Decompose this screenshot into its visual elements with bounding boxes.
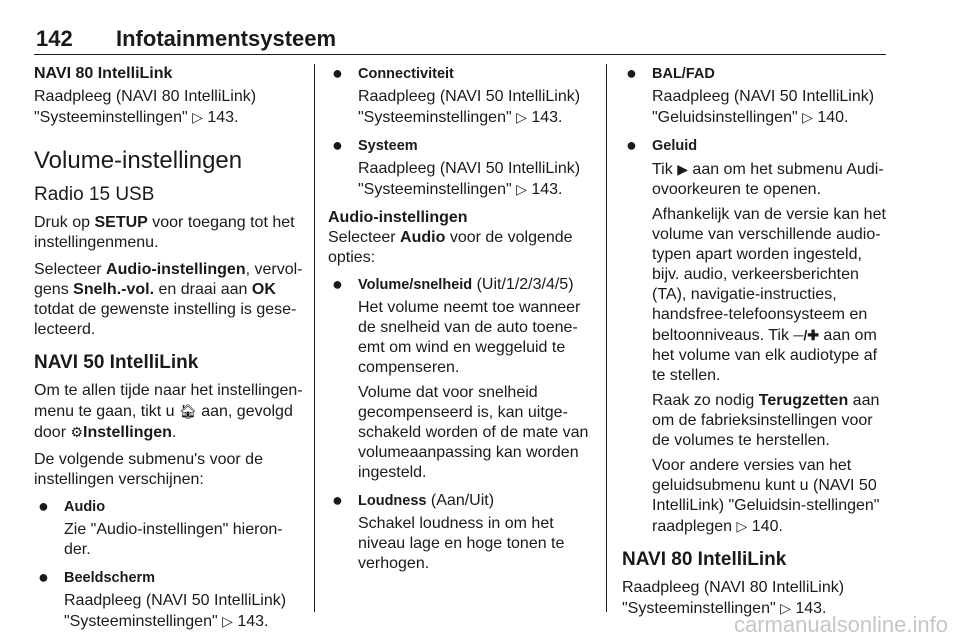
- page-ref-arrow-icon: ▷: [780, 600, 791, 616]
- minus-plus-icon: ─/✚: [793, 327, 819, 343]
- page-ref: 143.: [207, 109, 239, 126]
- bullet-list: [328, 275, 596, 574]
- bullet-list: [34, 497, 306, 632]
- list-item: ● Connectiviteit Raadpleeg (NAVI 50 IntelliLink) "Systeeminstellingen" ▷ 143.: [332, 63, 581, 126]
- section-heading-volume: Volume-instellingen: [34, 147, 243, 174]
- bullet-icon: ●: [626, 135, 637, 155]
- page-ref-arrow-icon: ▷: [802, 109, 813, 125]
- section-heading-audio: Audio-instellingen: [328, 209, 468, 226]
- paragraph: Om te allen tijde naar het instellingen-menu te gaan, tikt u 🏠︎ aan, gevolgd door ⚙Instellingen.: [34, 382, 303, 441]
- section-heading-navi80: NAVI 80 IntelliLink: [34, 65, 173, 82]
- page-title: Infotainmentsysteem: [116, 26, 337, 51]
- bullet-icon: ●: [38, 567, 49, 587]
- page-ref-arrow-icon: ▷: [222, 613, 233, 629]
- watermark: carmanualsonline.info: [733, 612, 948, 637]
- list-item: ● Systeem Raadpleeg (NAVI 50 IntelliLink) "Systeeminstellingen" ▷ 143.: [332, 135, 581, 198]
- gear-icon: ⚙: [70, 424, 84, 440]
- bullet-list: [622, 64, 890, 537]
- play-arrow-icon: ▶: [677, 161, 688, 177]
- section-heading-navi80: NAVI 80 IntelliLink: [622, 549, 787, 570]
- list-item: ● Volume/snelheid (Uit/1/2/3/4/5) Het volume neemt toe wanneer de snelheid van de auto toene-emt om wind en weggeluid te compenseren. Volume dat voor snelheid gecompenseerd is, kan uitge-schakeld worden of de mate van volumeaanpassing kan worden ingesteld.: [332, 274, 589, 481]
- column-divider: [606, 64, 607, 612]
- paragraph: Raadpleeg (NAVI 80 IntelliLink) "Systeeminstellingen" ▷ 143.: [34, 88, 257, 126]
- paragraph: Druk op SETUP voor toegang tot het instellingenmenu.: [34, 214, 295, 251]
- page-number: 142: [36, 26, 73, 51]
- section-heading-navi50: NAVI 50 IntelliLink: [34, 352, 199, 373]
- page-ref-arrow-icon: ▷: [516, 181, 527, 197]
- column-2: [328, 64, 596, 582]
- list-item: ● Loudness (Aan/Uit) Schakel loudness in om het niveau lage en hoge tonen te verhogen.: [332, 490, 565, 572]
- list-item: ● Beeldscherm Raadpleeg (NAVI 50 IntelliLink) "Systeeminstellingen" ▷ 143.: [38, 567, 287, 630]
- home-icon: 🏠︎: [178, 403, 197, 419]
- paragraph: Raadpleeg (NAVI 80 IntelliLink) "Systeeminstellingen" ▷ 143.: [622, 579, 845, 617]
- bullet-icon: ●: [38, 496, 49, 516]
- section-heading-radio: Radio 15 USB: [34, 184, 155, 205]
- column-divider: [314, 64, 315, 612]
- list-item: ● Audio Zie "Audio-instellingen" hieron-der.: [38, 496, 283, 558]
- bullet-icon: ●: [332, 490, 343, 510]
- list-item: ● Geluid Tik ▶ aan om het submenu Audi-ovoorkeuren te openen. Afhankelijk van de versie kan het volume van verschillende audio-typen apart worden ingesteld, bijv. audio, verkeersberichten (TA), navigatie-instructies, handsfree-telefoonsysteem en beltoonniveaus. Tik ─/✚ aan om het volume van elk audiotype af te stellen. Raak zo nodig Terugzetten aan om de fabrieksinstellingen voor de volumes te herstellen. Voor andere versies van het geluidsubmenu kunt u (NAVI 50 IntelliLink) "Geluidsin-stellingen" raadplegen ▷ 140.: [626, 135, 886, 535]
- page-ref-arrow-icon: ▷: [516, 109, 527, 125]
- bullet-icon: ●: [332, 135, 343, 155]
- bullet-icon: ●: [332, 63, 343, 83]
- paragraph: De volgende submenu's voor de instellingen verschijnen:: [34, 451, 263, 488]
- paragraph: Selecteer Audio-instellingen, vervol-gens Snelh.-vol. en draai aan OK totdat de gewenste instelling is gese-lecteerd.: [34, 261, 303, 338]
- page-ref-arrow-icon: ▷: [736, 518, 748, 534]
- column-1: [34, 64, 306, 640]
- bullet-list: [328, 64, 596, 200]
- column-3: [622, 64, 890, 626]
- bullet-icon: ●: [332, 274, 343, 294]
- bullet-icon: ●: [626, 63, 637, 83]
- paragraph: Selecteer Audio voor de volgende opties:: [328, 229, 573, 266]
- page-header: [34, 24, 886, 55]
- list-item: ● BAL/FAD Raadpleeg (NAVI 50 IntelliLink) "Geluidsinstellingen" ▷ 140.: [626, 63, 875, 126]
- page-ref-arrow-icon: ▷: [192, 109, 203, 125]
